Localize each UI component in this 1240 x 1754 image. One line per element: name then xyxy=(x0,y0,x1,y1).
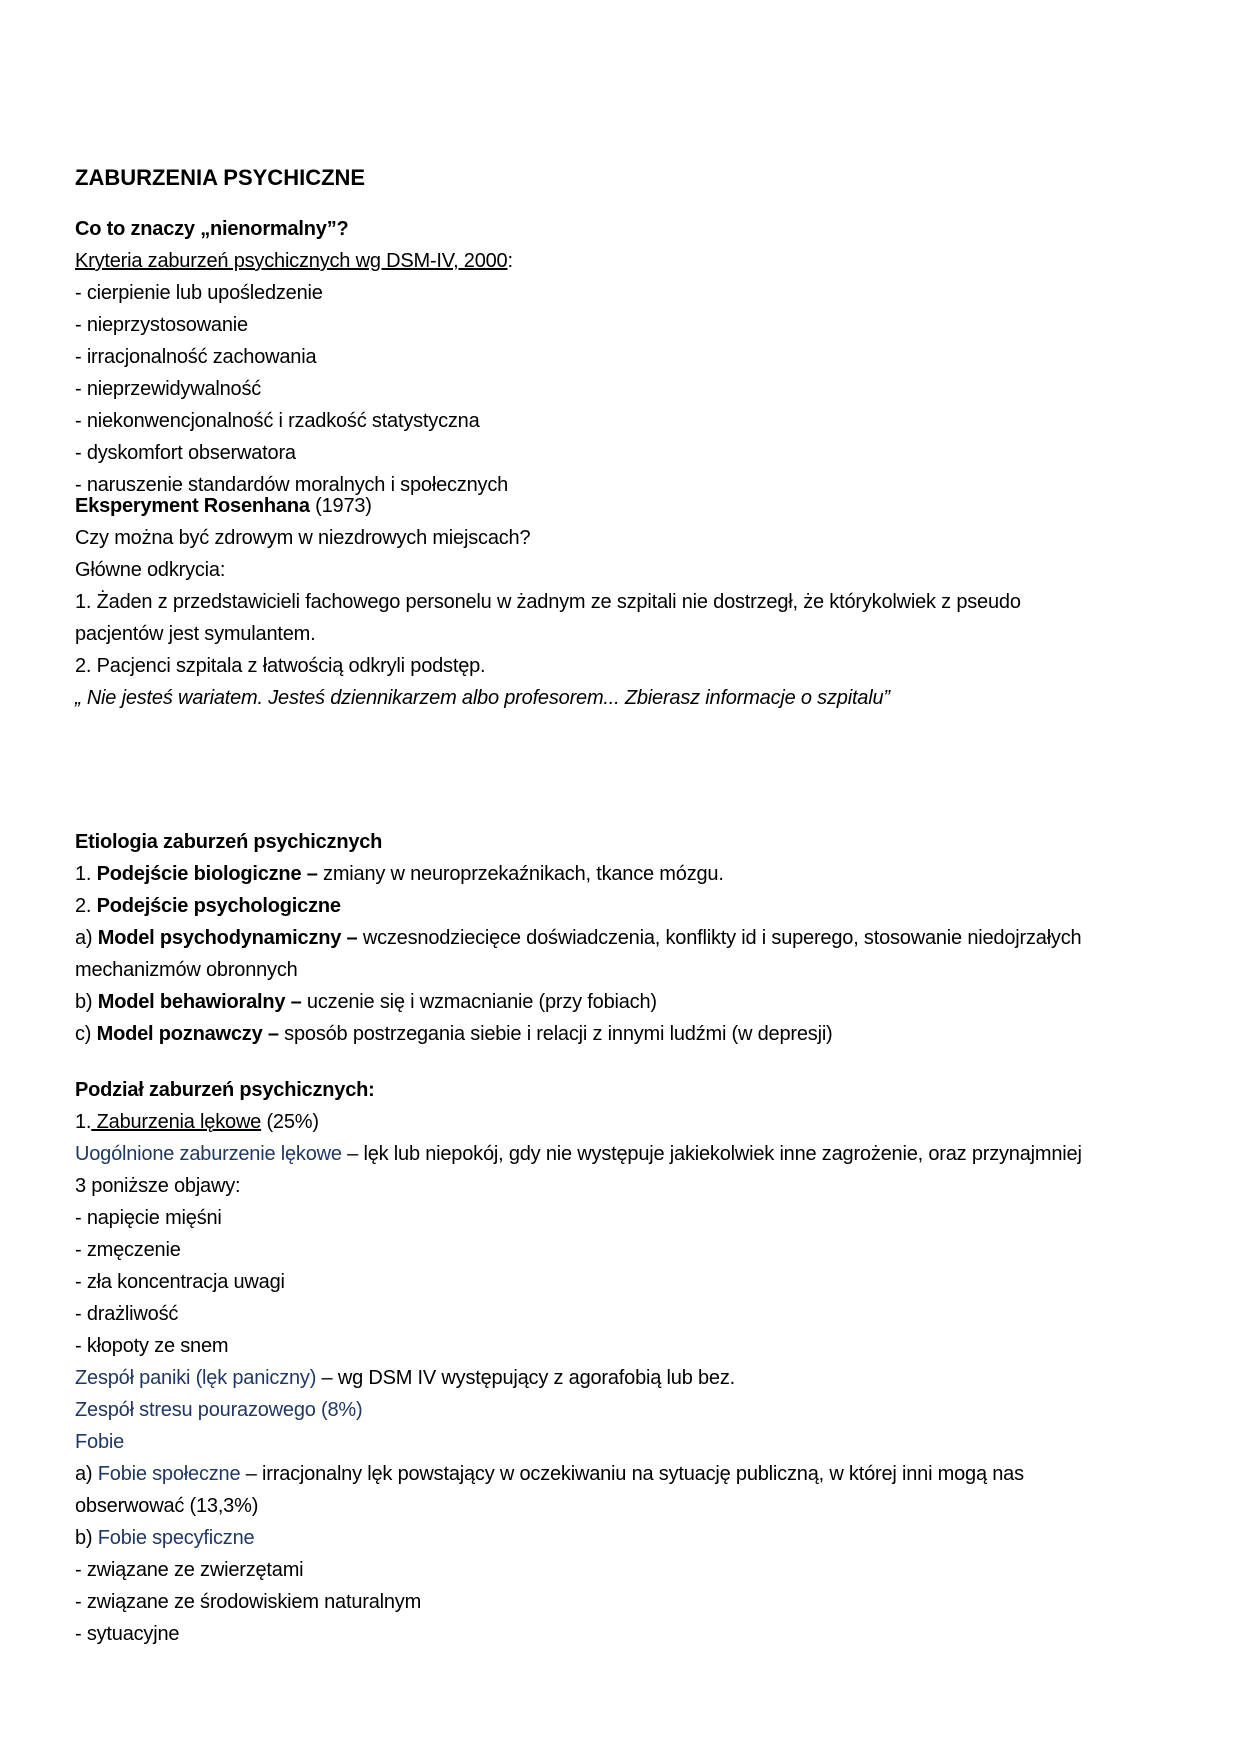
list-item: - zmęczenie xyxy=(75,1239,181,1261)
anxiety-link[interactable]: Zaburzenia lękowe xyxy=(91,1111,262,1133)
section-abnormality xyxy=(75,213,1185,501)
list-item: - cierpienie lub upośledzenie xyxy=(75,282,323,304)
section-rosenhan xyxy=(75,490,1185,714)
list-item: - związane ze środowiskiem naturalnym xyxy=(75,1591,422,1613)
section-heading: Co to znaczy „nienormalny”? xyxy=(75,218,349,240)
list-item: 2. Podejście psychologiczne xyxy=(75,895,341,917)
section-heading: Podział zaburzeń psychicznych: xyxy=(75,1079,375,1101)
list-item: - drażliwość xyxy=(75,1303,179,1325)
subheading: Fobie xyxy=(75,1431,125,1453)
paragraph: 1. Żaden z przedstawicieli fachowego personelu w żadnym ze szpitali nie dostrzegł, że którykolwiek z pseudo xyxy=(75,591,1021,613)
document-title: ZABURZENIA PSYCHICZNE xyxy=(75,165,366,190)
paragraph: Zespół paniki (lęk paniczny) – wg DSM IV występujący z agorafobią lub bez. xyxy=(75,1367,735,1389)
list-item: - zła koncentracja uwagi xyxy=(75,1271,285,1293)
list-item: - kłopoty ze snem xyxy=(75,1335,229,1357)
list-item: - związane ze zwierzętami xyxy=(75,1559,304,1581)
paragraph: a) Fobie społeczne – irracjonalny lęk powstający w oczekiwaniu na sytuację publiczną, w której inni mogą nas xyxy=(75,1463,1024,1485)
section-etiology xyxy=(75,826,1185,1050)
list-item: - niekonwencjonalność i rzadkość statystyczna xyxy=(75,410,480,432)
paragraph: Czy można być zdrowym w niezdrowych miejscach? xyxy=(75,527,531,549)
criteria-link[interactable]: Kryteria zaburzeń psychicznych wg DSM-IV, 2000 xyxy=(75,250,508,272)
paragraph: b) Fobie specyficzne xyxy=(75,1527,255,1549)
quote: „ Nie jesteś wariatem. Jesteś dziennikarzem albo profesorem... Zbierasz informacje o szpitalu” xyxy=(75,687,890,709)
subheading: Zespół stresu pourazowego (8%) xyxy=(75,1399,363,1421)
section-heading: Etiologia zaburzeń psychicznych xyxy=(75,831,383,853)
list-item: - irracjonalność zachowania xyxy=(75,346,317,368)
list-item: - sytuacyjne xyxy=(75,1623,180,1645)
list-item: - nieprzystosowanie xyxy=(75,314,248,336)
section-classification xyxy=(75,1074,1185,1650)
paragraph: pacjentów jest symulantem. xyxy=(75,623,316,645)
paragraph: 3 poniższe objawy: xyxy=(75,1175,241,1197)
list-item: c) Model poznawczy – sposób postrzegania siebie i relacji z innymi ludźmi (w depresji) xyxy=(75,1023,833,1045)
list-item: 1. Podejście biologiczne – zmiany w neuroprzekaźnikach, tkance mózgu. xyxy=(75,863,724,885)
list-item: - naruszenie standardów moralnych i społecznych xyxy=(75,474,509,496)
list-item: a) Model psychodynamiczny – wczesnodziecięce doświadczenia, konflikty id i superego, stosowanie niedojrzałych xyxy=(75,927,1082,949)
paragraph: Główne odkrycia: xyxy=(75,559,226,581)
criteria-line: Kryteria zaburzeń psychicznych wg DSM-IV, 2000: xyxy=(75,250,513,272)
paragraph: Uogólnione zaburzenie lękowe – lęk lub niepokój, gdy nie występuje jakiekolwiek inne zagrożenie, oraz przynajmniej xyxy=(75,1143,1082,1165)
list-item: - dyskomfort obserwatora xyxy=(75,442,296,464)
paragraph: 2. Pacjenci szpitala z łatwością odkryli podstęp. xyxy=(75,655,486,677)
list-item: 1. Zaburzenia lękowe (25%) xyxy=(75,1111,319,1133)
list-item: b) Model behawioralny – uczenie się i wzmacnianie (przy fobiach) xyxy=(75,991,657,1013)
list-item: - nieprzewidywalność xyxy=(75,378,262,400)
paragraph: obserwować (13,3%) xyxy=(75,1495,259,1517)
list-item: mechanizmów obronnych xyxy=(75,959,298,981)
list-item: - napięcie mięśni xyxy=(75,1207,222,1229)
section-heading: Eksperyment Rosenhana (1973) xyxy=(75,495,372,517)
